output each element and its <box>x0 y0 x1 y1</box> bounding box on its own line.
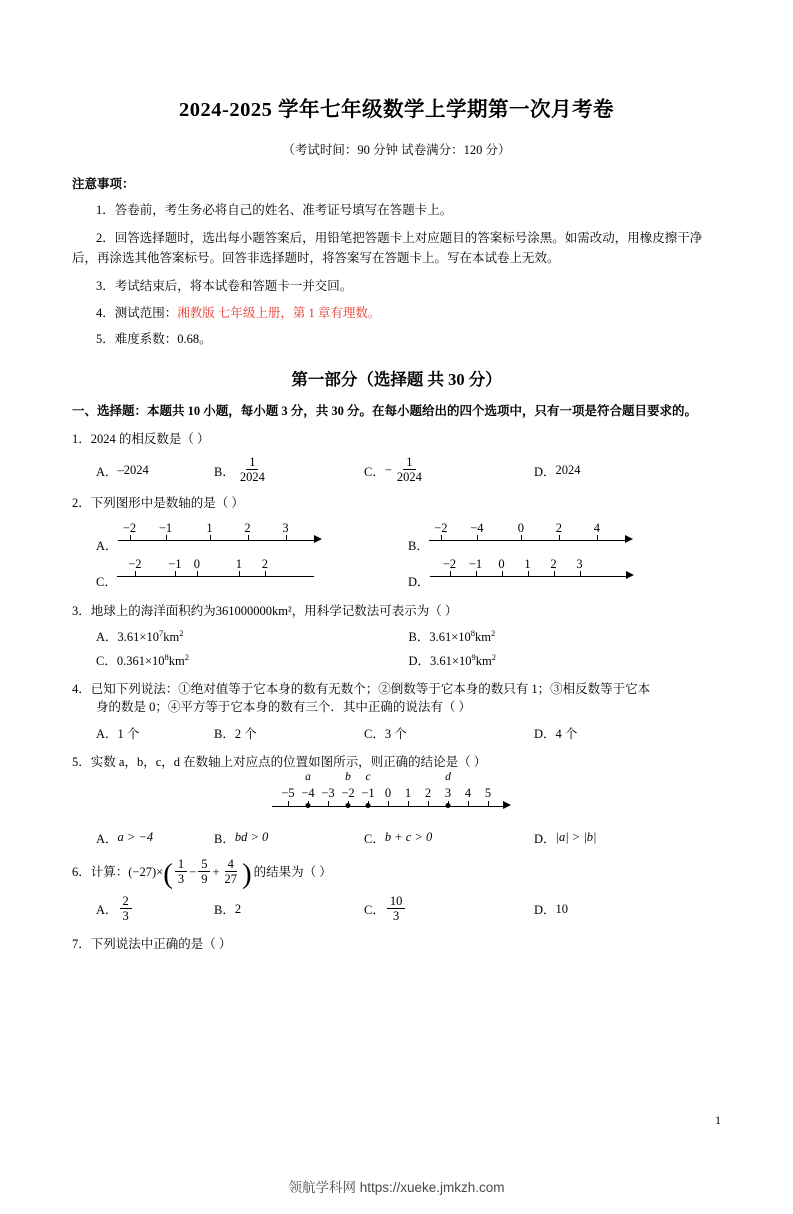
option-1a[interactable] <box>96 456 214 485</box>
q6-frac2-den: 9 <box>201 871 208 886</box>
question-2-number: 2． <box>72 496 91 510</box>
q5-point-b-label: b <box>345 770 351 783</box>
section-lead: 一、选择题：本题共 10 小题，每小题 3 分，共 30 分。在每小题给出的四个选项中，只有一项是符合题目要求的。 <box>72 404 698 419</box>
question-4-number: 4． <box>72 681 91 696</box>
page-number: 1 <box>715 1113 721 1127</box>
option-3c-unit-exponent: 2 <box>184 651 190 662</box>
question-6-fraction-2 <box>198 857 210 886</box>
option-3c[interactable] <box>96 651 409 669</box>
question-3 <box>72 602 721 621</box>
option-3c-label: C． <box>96 653 117 668</box>
option-2d-numberline <box>430 558 635 588</box>
option-6a-numerator: 2 <box>120 894 132 909</box>
option-6a[interactable] <box>96 895 214 924</box>
option-3a[interactable] <box>96 627 409 645</box>
notice-heading: 注意事项： <box>72 177 135 191</box>
option-4c[interactable] <box>364 724 534 742</box>
question-1-options <box>72 456 721 485</box>
notice-item-3: 3．考试结束后，将本试卷和答题卡一并交回。 <box>96 279 353 294</box>
question-2-figures-row-1 <box>72 522 721 554</box>
question-1 <box>72 430 721 449</box>
question-4-stem-line-1: 已知下列说法：①绝对值等于它本身的数有无数个；②倒数等于它本身的数只有 1；③相反数等于它本 <box>90 681 651 696</box>
q5-point-b-dot <box>346 803 351 808</box>
option-3d-unit-exponent: 2 <box>491 651 496 662</box>
question-5-stem: 实数 a，b，c，d 在数轴上对应点的位置如图所示，则正确的结论是（ ） <box>90 755 487 769</box>
q5-point-d-label: d <box>445 770 451 783</box>
q6-frac3-den: 27 <box>224 871 237 886</box>
question-7-number: 7． <box>72 936 91 951</box>
question-6-stem-prefix: 计算：(−27)× <box>90 864 164 879</box>
option-2b-tick-4: 4 <box>593 520 600 535</box>
option-2b-tick-0: −2 <box>434 520 448 535</box>
option-2b-label: B． <box>408 538 429 553</box>
q5-tick-3: −2 <box>341 785 355 800</box>
option-6a-label: A． <box>96 903 118 918</box>
option-6b[interactable] <box>214 895 364 924</box>
option-3b-exponent: 8 <box>470 627 476 638</box>
option-1a-text: –2024 <box>117 463 149 477</box>
option-1d[interactable] <box>534 456 654 485</box>
option-3c-unit: km <box>168 653 185 668</box>
option-5b-text: bd > 0 <box>234 830 269 845</box>
option-2a-tick-1: −1 <box>158 520 173 535</box>
q5-point-a-dot <box>306 803 311 808</box>
question-3-stem: 地球上的海洋面积约为361000000km²，用科学记数法可表示为（ ） <box>90 603 458 618</box>
option-4a-label: A． <box>96 727 118 741</box>
option-3a-label: A． <box>96 629 118 644</box>
option-1b-label: B． <box>214 464 235 479</box>
q5-tick-0: −5 <box>281 785 295 800</box>
option-3c-exponent: 8 <box>164 651 169 662</box>
question-7-stem: 下列说法中正确的是（ ） <box>90 936 232 951</box>
question-6-operator-2: + <box>212 864 220 879</box>
option-3a-unit: km <box>163 629 180 644</box>
notice-item-1: 1．答卷前，考生务必将自己的姓名、准考证号填写在答题卡上。 <box>96 203 453 217</box>
option-3d-mantissa: 3.61×10 <box>430 653 472 668</box>
option-5c[interactable] <box>364 829 534 847</box>
option-5b-label: B． <box>214 831 235 846</box>
question-2 <box>72 494 721 513</box>
option-4b[interactable] <box>214 724 364 742</box>
option-1d-label: D． <box>534 464 556 479</box>
option-5c-label: C． <box>364 831 385 846</box>
option-3a-mantissa: 3.61×10 <box>117 629 159 644</box>
option-2c-label: C． <box>96 574 117 589</box>
option-5d-label: D． <box>534 831 556 846</box>
option-2a-tick-3: 2 <box>244 520 251 535</box>
option-3d-label: D． <box>408 653 431 668</box>
question-3-number: 3． <box>72 603 91 618</box>
option-2c-tick-4: 2 <box>261 556 268 571</box>
notice-item-2: 2．回答选择题时，选出每小题答案后，用铅笔把答题卡上对应题目的答案标号涂黑。如需改动，用橡皮擦干净后，再涂选其他答案标号。回答非选择题时，将答案写在答题卡上。写在本试卷上无效。 <box>72 231 703 265</box>
option-3a-exponent: 7 <box>158 627 164 638</box>
question-2-stem: 下列图形中是数轴的是（ ） <box>90 496 244 510</box>
option-6c-fraction <box>387 894 406 923</box>
question-5-figure <box>72 770 721 819</box>
q5-point-c-label: c <box>365 770 371 783</box>
notice-scope-prefix: 4．测试范围： <box>96 305 178 320</box>
option-2d-tick-1: −1 <box>468 556 483 571</box>
q6-frac2-num: 5 <box>198 857 210 872</box>
option-3d-unit: km <box>475 653 492 668</box>
option-5d[interactable] <box>534 829 654 847</box>
option-2b-numberline <box>429 522 634 552</box>
q5-tick-1: −4 <box>301 785 315 800</box>
q5-tick-6: 1 <box>404 785 412 800</box>
option-3b[interactable] <box>409 627 722 645</box>
exam-subtitle: （考试时间：90 分钟 试卷满分：120 分） <box>282 143 511 157</box>
exam-page <box>0 92 793 1214</box>
option-2c-tick-3: 1 <box>235 556 242 571</box>
option-2c[interactable] <box>96 558 408 590</box>
option-1a-label: A． <box>96 464 118 479</box>
option-1c-fraction <box>394 455 425 484</box>
question-1-number: 1． <box>72 432 91 447</box>
q5-tick-5: 0 <box>384 785 392 800</box>
option-5a-label: A． <box>96 831 118 846</box>
q5-point-a-label: a <box>305 770 311 783</box>
question-6: 6． 计算：(−27)× ( $\frac{1}{3}$ − $\frac{5}{9}$ + $\frac{4}{27}$ ) 的结果为（ ） <box>72 856 332 891</box>
option-3c-mantissa: 0.361×10 <box>116 653 165 668</box>
question-4-stem-line-2: 身的数是 0；④平方等于它本身的数有三个．其中正确的说法有（ ） <box>96 700 472 715</box>
option-6d-text: 10 <box>555 901 569 916</box>
question-3-options-row-1 <box>72 627 721 645</box>
notice-scope-range: 湘教版 七年级上册，第 1 章有理数。 <box>177 305 381 320</box>
option-4a-text: 1 个 <box>117 727 140 741</box>
part-one-title: 第一部分（选择题 共 30 分） <box>291 370 502 390</box>
option-5a[interactable] <box>96 829 214 847</box>
question-6-fraction-3 <box>222 857 241 886</box>
option-2a-numberline <box>118 522 323 552</box>
option-1b-numerator: 1 <box>246 455 258 470</box>
option-1b-fraction <box>237 455 268 484</box>
question-5-number: 5． <box>72 755 91 769</box>
option-4b-text: 2 个 <box>234 727 257 741</box>
option-4d-text: 4 个 <box>555 727 578 741</box>
option-6d[interactable] <box>534 895 654 924</box>
q5-tick-7: 2 <box>424 785 432 800</box>
question-4 <box>72 680 721 718</box>
option-5c-text: b + c > 0 <box>384 830 433 845</box>
option-2c-tick-0: −2 <box>128 556 142 571</box>
option-3b-unit-exponent: 2 <box>491 627 496 638</box>
option-4c-text: 3 个 <box>384 727 407 741</box>
q5-tick-10: 5 <box>484 785 492 800</box>
option-6b-text: 2 <box>234 901 242 916</box>
option-2d-tick-5: 3 <box>576 556 583 571</box>
option-2c-numberline <box>117 558 322 588</box>
question-1-stem: 2024 的相反数是（ ） <box>90 432 210 447</box>
question-6-number: 6． <box>72 864 91 879</box>
option-2d[interactable] <box>408 558 635 590</box>
q6-frac3-num: 4 <box>225 857 237 872</box>
option-4c-label: C． <box>364 727 385 741</box>
option-4d-label: D． <box>534 727 556 741</box>
question-4-options <box>72 724 721 742</box>
option-4b-label: B． <box>214 727 235 741</box>
option-2a-tick-0: −2 <box>122 520 137 535</box>
q5-point-d-dot <box>446 803 451 808</box>
option-3b-label: B． <box>408 629 430 644</box>
option-3b-mantissa: 3.61×10 <box>429 629 471 644</box>
option-6b-label: B． <box>214 903 235 918</box>
page-title: 2024-2025 学年七年级数学上学期第一次月考卷 <box>179 99 614 121</box>
option-6c-denominator: 3 <box>392 908 400 923</box>
question-6-fraction-1 <box>175 857 187 886</box>
q6-frac1-num: 1 <box>175 857 187 872</box>
notice-item-5: 5．难度系数：0.68。 <box>96 331 212 346</box>
footer-watermark: 领航学科网 https://xueke.jmkzh.com <box>288 1180 505 1195</box>
option-2a-tick-2: 1 <box>206 520 213 535</box>
option-2c-tick-1: −1 <box>168 556 182 571</box>
option-1d-text: 2024 <box>555 463 581 477</box>
option-2d-tick-3: 1 <box>524 556 531 571</box>
q5-tick-4: −1 <box>361 785 375 800</box>
option-3a-unit-exponent: 2 <box>179 627 184 638</box>
option-1c-denominator: 2024 <box>396 470 422 484</box>
option-2d-tick-0: −2 <box>442 556 457 571</box>
option-2a-label: A． <box>96 538 118 553</box>
option-2d-label: D． <box>408 574 430 589</box>
question-2-figures-row-2 <box>72 558 721 590</box>
question-3-options-row-2 <box>72 651 721 669</box>
option-4a[interactable] <box>96 724 214 742</box>
option-1b[interactable] <box>214 456 364 485</box>
option-3b-unit: km <box>475 629 492 644</box>
option-6a-fraction <box>120 894 132 923</box>
q6-frac1-den: 3 <box>177 871 185 886</box>
option-5d-text: |a| > |b| <box>555 830 597 845</box>
q5-tick-9: 4 <box>464 785 472 800</box>
option-1b-denominator: 2024 <box>239 470 265 484</box>
option-3d-exponent: 9 <box>471 651 476 662</box>
option-1c-label: C． <box>364 464 385 479</box>
option-2b[interactable] <box>408 522 634 554</box>
question-5 <box>72 753 721 772</box>
option-1c-numerator: 1 <box>403 455 415 470</box>
option-6a-denominator: 3 <box>122 908 129 923</box>
option-1c[interactable] <box>364 456 534 485</box>
option-6c[interactable] <box>364 895 534 924</box>
notice-item-4 <box>72 304 721 323</box>
option-3d[interactable] <box>409 651 722 669</box>
option-4d[interactable] <box>534 724 654 742</box>
option-2b-tick-1: −4 <box>470 520 484 535</box>
question-6-stem-suffix: 的结果为（ ） <box>253 864 332 879</box>
q5-tick-8: 3 <box>444 785 452 800</box>
option-2d-tick-4: 2 <box>550 556 557 571</box>
option-6c-numerator: 10 <box>387 894 406 909</box>
option-6c-label: C． <box>364 903 385 918</box>
question-5-numberline <box>272 770 512 814</box>
q5-point-c-dot <box>366 803 371 808</box>
option-2a-tick-4: 3 <box>282 520 289 535</box>
option-6d-label: D． <box>534 903 556 918</box>
q5-tick-2: −3 <box>321 785 335 800</box>
question-6-operator-1: − <box>189 864 197 879</box>
option-2b-tick-2: 0 <box>517 520 524 535</box>
question-6-options <box>72 895 721 924</box>
option-2d-tick-2: 0 <box>498 556 505 571</box>
option-5a-text: a > −4 <box>117 830 154 845</box>
option-2b-tick-3: 2 <box>555 520 562 535</box>
option-2a[interactable] <box>96 522 408 554</box>
question-7 <box>72 935 721 954</box>
option-1c-minus: − <box>384 463 392 477</box>
question-5-options <box>72 829 721 847</box>
option-5b[interactable] <box>214 829 364 847</box>
option-2c-tick-2: 0 <box>193 556 200 571</box>
